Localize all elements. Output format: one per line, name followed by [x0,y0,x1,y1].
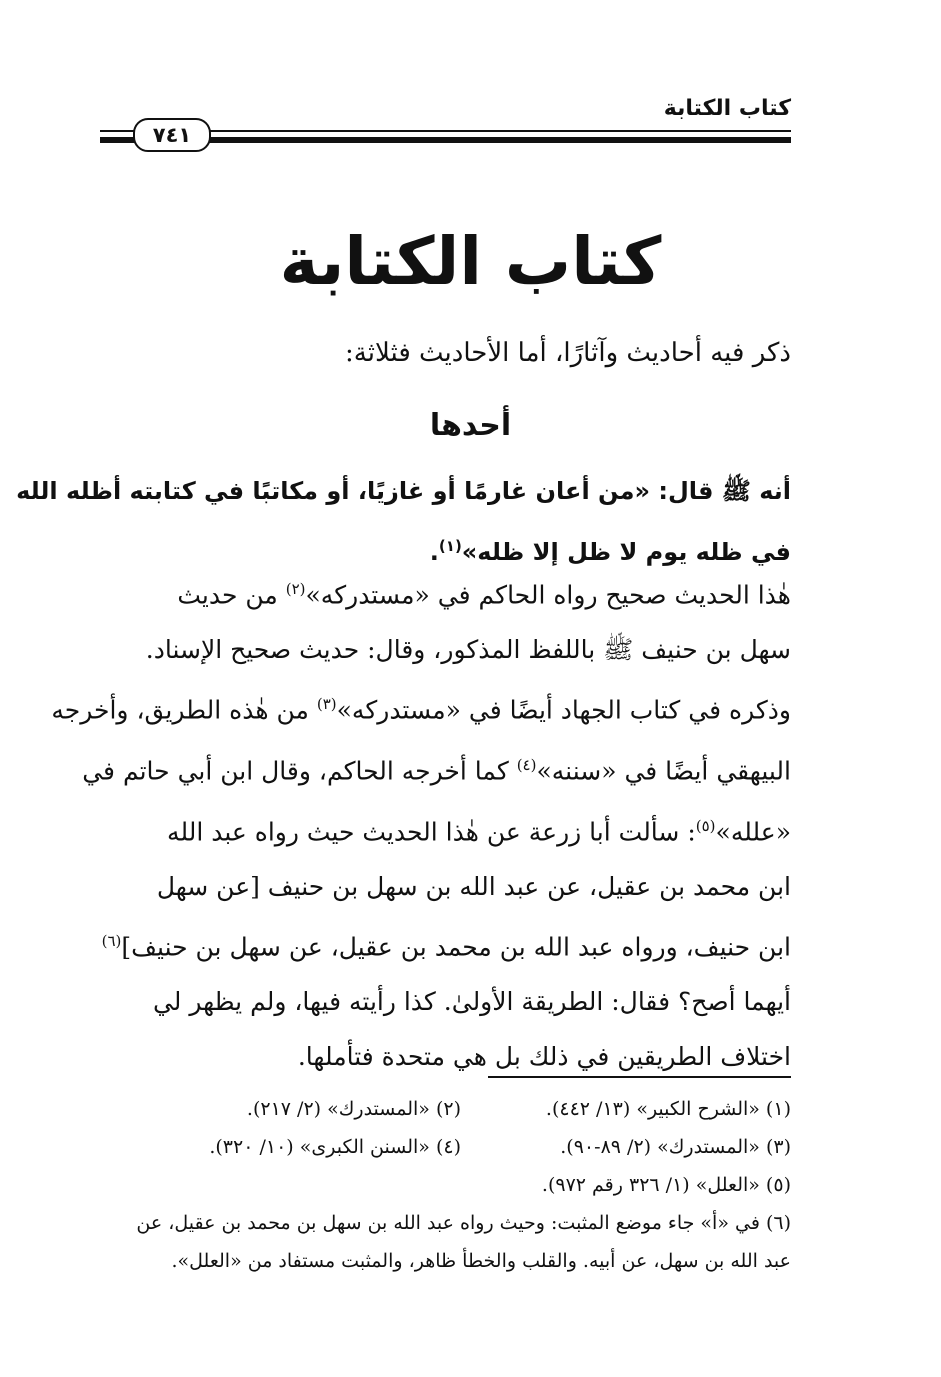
text-line: اختلاف الطريقين في ذلك بل هي متحدة فتأملها. [297,1041,791,1071]
text-line: البيهقي أيضًا في «سننه»$^{(٤)}$ كما أخرجه الحاكم، وقال ابن أبي حاتم في [82,756,791,786]
footnotes-block [98,1090,791,1280]
hadith-line: أنه ﷺ قال: «من أعان غارمًا أو غازيًا، أو مكاتبًا في كتابته أظله الله [16,477,791,505]
footnote-ref: (٤) [516,756,537,775]
footnote-line: (٦) في «أ» جاء موضع المثبت: وحيث رواه عبد الله بن سهل بن محمد بن عقيل، عن [136,1212,791,1234]
footnote-row [98,1090,791,1128]
footnote-6 [98,1204,791,1280]
footnote-row [98,1166,791,1204]
text-line: ابن محمد بن عقيل، عن عبد الله بن سهل بن حنيف [عن سهل [156,871,791,901]
text-line: وذكره في كتاب الجهاد أيضًا في «مستدركه»$^{(٣)}$ من هٰذه الطريق، وأخرجه [51,695,791,725]
footnote-ref: (٣) [316,695,337,714]
footnote-2: (٢) «المستدرك» (٢/ ٢١٧). [246,1098,461,1120]
intro-paragraph: ذكر فيه أحاديث وآثارًا، أما الأحاديث فثلاثة: [345,338,791,368]
page-number-badge: ٧٤١ [133,118,211,152]
text-line: هٰذا الحديث صحيح رواه الحاكم في «مستدركه»$^{(٢)}$ من حديث [177,580,791,610]
chapter-title: كتاب الكتابة [279,223,662,300]
footnote-4: (٤) «السنن الكبرى» (١٠/ ٣٢٠). [209,1136,461,1158]
footnote-ref: (٥) [695,816,716,835]
running-header-title: كتاب الكتابة [663,96,791,121]
footnote-line: عبد الله بن سهل، عن أبيه. والقلب والخطأ ظاهر، والمثبت مستفاد من «العلل». [171,1250,791,1272]
footnote-3: (٣) «المستدرك» (٢/ ٨٩-٩٠). [560,1136,791,1158]
footnote-row [98,1128,791,1166]
text-line: ابن حنيف، ورواه عبد الله بن محمد بن عقيل، عن سهل بن حنيف]$^{(٦)}$ [101,932,791,962]
footnote-1: (١) «الشرح الكبير» (١٣/ ٤٤٢). [545,1098,791,1120]
hadith-line: في ظله يوم لا ظل إلا ظله»$^{(١)}$. [429,537,791,566]
text-line: أيهما أصح؟ فقال: الطريقة الأولىٰ. كذا رأيته فيها، ولم يظهر لي [152,987,791,1017]
text-line: «علله»$^{(٥)}$: سألت أبا زرعة عن هٰذا الحديث حيث رواه عبد الله [167,816,791,847]
section-heading: أحدها [429,408,512,443]
footnote-5: (٥) «العلل» (١/ ٣٢٦ رقم ٩٧٢). [541,1174,791,1196]
commentary-paragraph [51,562,791,1084]
footnote-ref: (١) [438,537,462,555]
footnote-ref: (٢) [285,580,306,598]
footnote-separator [488,1076,791,1078]
footnote-ref: (٦) [101,932,122,951]
text-line: سهل بن حنيف ﷺ باللفظ المذكور، وقال: حديث صحيح الإسناد. [145,634,791,664]
